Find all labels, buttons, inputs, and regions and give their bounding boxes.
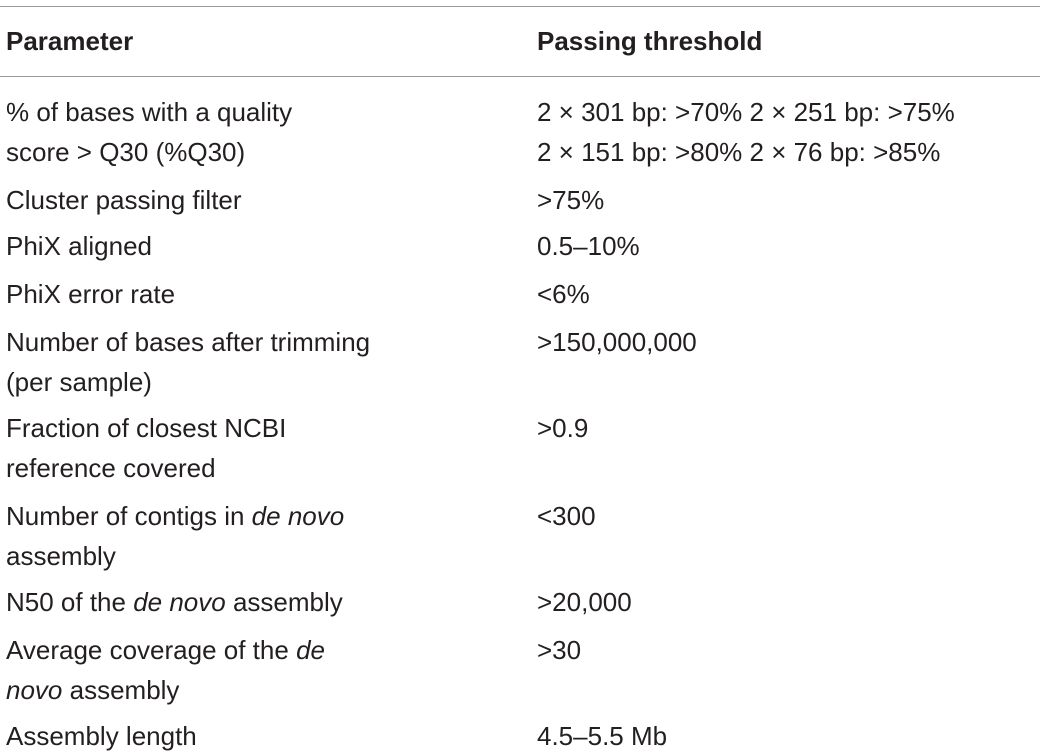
threshold-text: <6%	[537, 279, 590, 309]
parameter-text: Assembly length	[6, 721, 197, 751]
parameter-text: Number of contigs in de novo	[6, 501, 345, 531]
threshold-cell	[537, 408, 588, 448]
threshold-text: 0.5–10%	[537, 231, 640, 261]
threshold-text: >150,000,000	[537, 327, 697, 357]
threshold-cell	[537, 180, 604, 220]
threshold-cell	[537, 496, 596, 536]
parameter-text: Number of bases after trimming	[6, 327, 371, 357]
threshold-cell	[537, 716, 667, 756]
threshold-text: 2 × 301 bp: >70% 2 × 251 bp: >75%	[537, 97, 955, 127]
threshold-cell	[537, 92, 955, 172]
parameter-cell	[6, 92, 292, 172]
parameter-cell	[6, 496, 344, 576]
parameter-text: PhiX error rate	[6, 279, 176, 309]
threshold-text: <300	[537, 501, 596, 531]
header-passing-threshold: Passing threshold	[537, 26, 763, 56]
parameter-text: reference covered	[6, 453, 216, 483]
threshold-text: >75%	[537, 185, 605, 215]
parameter-cell	[6, 716, 197, 756]
parameter-cell	[6, 274, 175, 314]
parameter-text: (per sample)	[6, 367, 152, 397]
parameter-text: Cluster passing filter	[6, 185, 242, 215]
threshold-text: >0.9	[537, 413, 589, 443]
parameter-text: Fraction of closest NCBI	[6, 413, 287, 443]
parameter-cell	[6, 408, 286, 488]
header-rule	[0, 76, 1040, 77]
threshold-text: 4.5–5.5 Mb	[537, 721, 668, 751]
header-parameter: Parameter	[6, 26, 134, 56]
threshold-cell	[537, 630, 581, 670]
parameter-text: N50 of the de novo assembly	[6, 587, 343, 617]
parameter-text: score > Q30 (%Q30)	[6, 137, 246, 167]
parameter-cell	[6, 322, 370, 402]
threshold-cell	[537, 274, 590, 314]
table-top-rule	[0, 6, 1040, 7]
parameter-text: % of bases with a quality	[6, 97, 293, 127]
parameter-cell	[6, 180, 242, 220]
threshold-text: >30	[537, 635, 582, 665]
parameter-text: PhiX aligned	[6, 231, 152, 261]
threshold-text: 2 × 151 bp: >80% 2 × 76 bp: >85%	[537, 137, 941, 167]
parameter-text: Average coverage of the de	[6, 635, 325, 665]
parameter-cell	[6, 226, 152, 266]
threshold-text: >20,000	[537, 587, 632, 617]
parameter-cell	[6, 582, 343, 622]
parameter-text: novo assembly	[6, 675, 180, 705]
parameter-text: assembly	[6, 541, 116, 571]
threshold-cell	[537, 582, 632, 622]
threshold-cell	[537, 226, 640, 266]
threshold-cell	[537, 322, 697, 362]
parameter-cell	[6, 630, 325, 710]
